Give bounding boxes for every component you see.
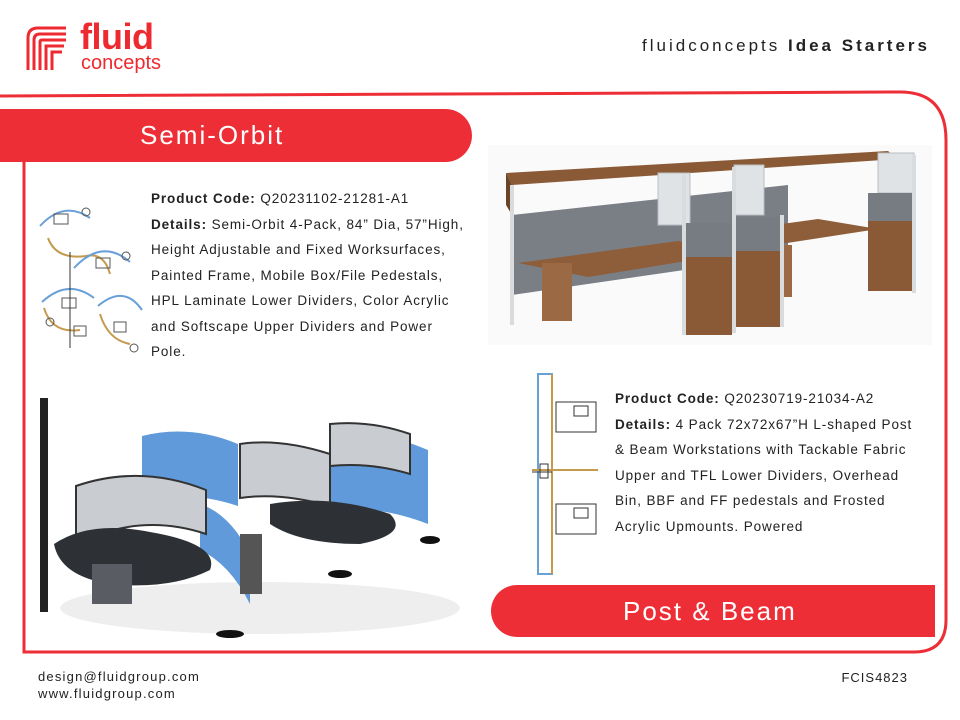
post-beam-description — [615, 386, 925, 539]
logo-mark-icon — [24, 24, 70, 72]
logo-word-fluid: fluid — [80, 16, 154, 57]
semi-orbit-workstation-photo — [30, 394, 460, 646]
post-beam-workstation-photo — [488, 145, 932, 345]
fluid-concepts-logo — [24, 16, 184, 78]
post-beam-code-line — [615, 386, 925, 412]
product-code-label: Product Code: — [151, 191, 256, 206]
semi-orbit-title: Semi-Orbit — [140, 120, 285, 150]
footer-doc-code: FCIS4823 — [841, 670, 908, 685]
details-text: 4 Pack 72x72x67”H L-shaped Post & Beam Workstations with Tackable Fabric Upper and TFL Lower Dividers, Overhead Bin, BBF and FF pedestals and Frosted Acrylic Upmounts. Powered — [615, 416, 913, 534]
header-prefix: fluidconcepts — [642, 36, 781, 55]
post-beam-floor-plan — [530, 372, 600, 578]
logo-word-concepts: concepts — [81, 52, 162, 74]
semi-orbit-floor-plan — [34, 198, 144, 360]
header-emphasis: Idea Starters — [788, 36, 930, 55]
footer-email[interactable]: design@fluidgroup.com — [38, 669, 200, 684]
product-code-value: Q20231102-21281-A1 — [260, 191, 410, 206]
post-beam-details — [615, 412, 925, 540]
semi-orbit-banner — [0, 109, 472, 162]
product-code-label: Product Code: — [615, 391, 720, 406]
details-label: Details: — [615, 416, 671, 432]
semi-orbit-description — [151, 186, 471, 365]
details-label: Details: — [151, 216, 207, 232]
details-text: Semi-Orbit 4-Pack, 84” Dia, 57”High, Height Adjustable and Fixed Worksurfaces, Painted Frame, Mobile Box/File Pedestals, HPL Laminate Lower Dividers, Color Acrylic and Softscape Upper Dividers and Power Pole. — [151, 216, 464, 359]
post-beam-title: Post & Beam — [623, 595, 797, 626]
header-title — [642, 36, 930, 56]
semi-orbit-details — [151, 212, 471, 365]
post-beam-banner — [491, 585, 935, 637]
semi-orbit-code-line — [151, 186, 471, 212]
product-code-value: Q20230719-21034-A2 — [724, 391, 875, 406]
footer-website[interactable]: www.fluidgroup.com — [38, 686, 176, 701]
